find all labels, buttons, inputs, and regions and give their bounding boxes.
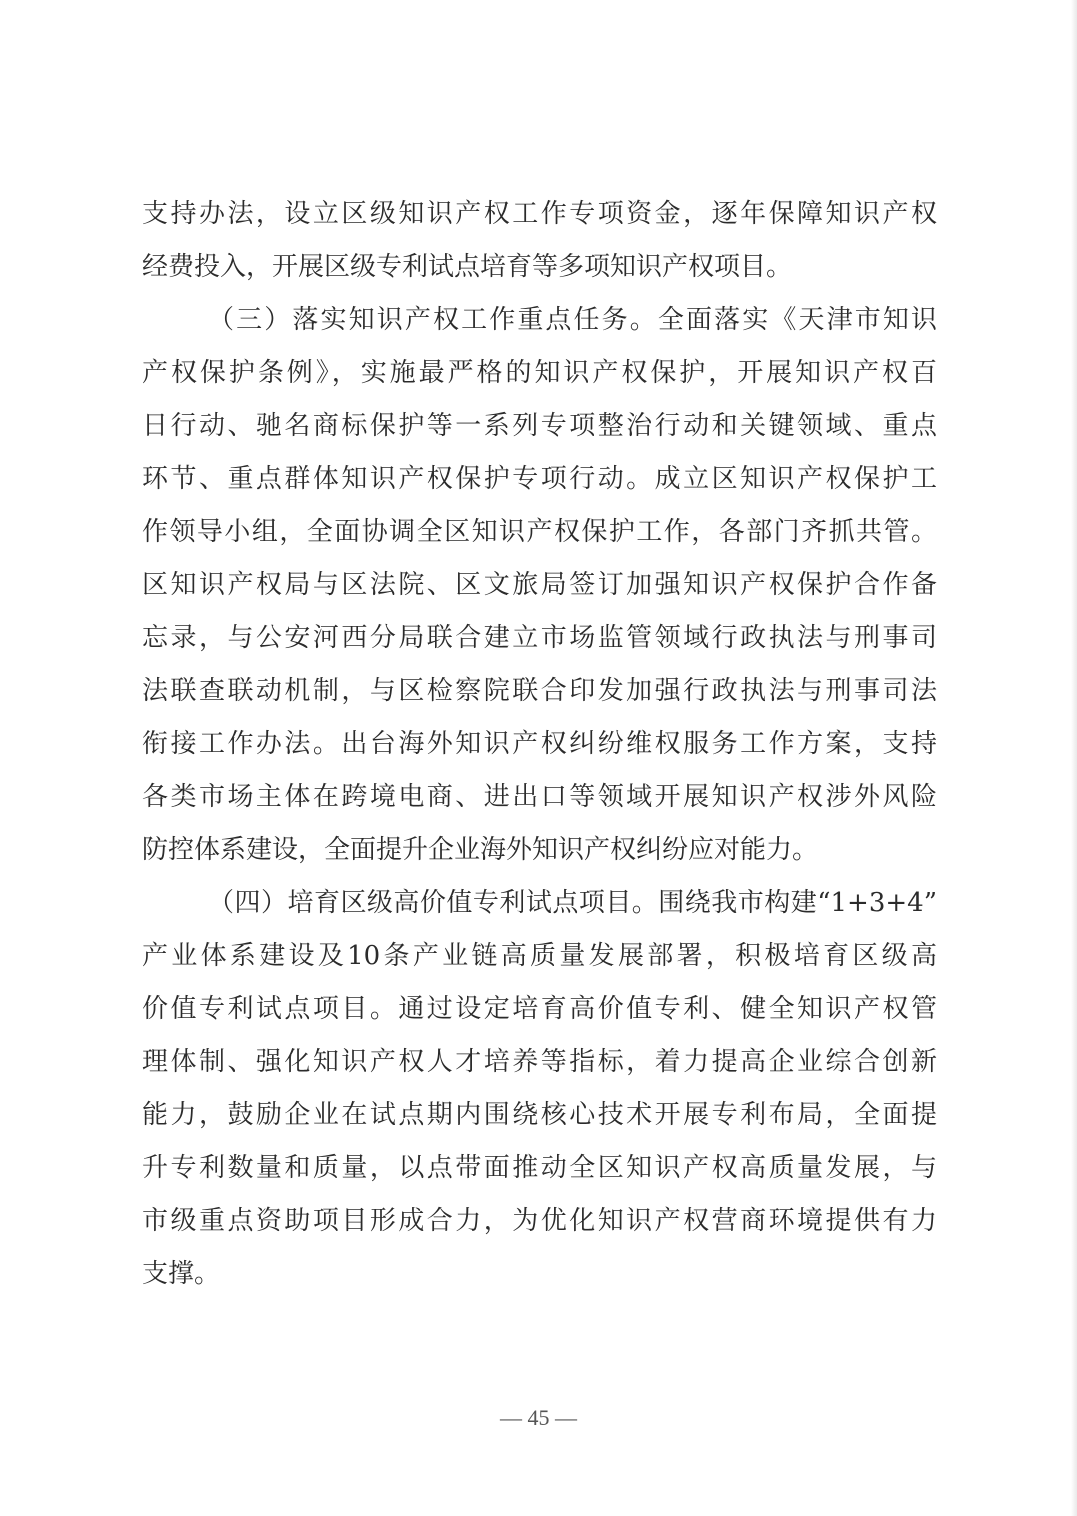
text-line: 防控体系建设，全面提升企业海外知识产权纠纷应对能力。 [142,835,819,865]
text-line: 价值专利试点项目。通过设定培育高价值专利、健全知识产权管 [142,994,937,1024]
text-line: 支持办法，设立区级知识产权工作专项资金，逐年保障知识产权 [142,199,937,229]
page-number: — 45 — [500,1405,577,1430]
text-line: 法联查联动机制，与区检察院联合印发加强行政执法与刑事司法 [142,676,937,706]
text-line: 能力，鼓励企业在试点期内围绕核心技术开展专利布局，全面提 [142,1100,937,1130]
section-heading-line: （四）培育区级高价值专利试点项目。围绕我市构建“1+3+4” [208,888,937,918]
text-line: 日行动、驰名商标保护等一系列专项整治行动和关键领域、重点 [142,411,937,441]
text-line: 产业体系建设及10条产业链高质量发展部署，积极培育区级高 [142,941,937,971]
section-heading-line: （三）落实知识产权工作重点任务。全面落实《天津市知识 [208,305,937,335]
page-edge-shadow [1071,0,1077,1516]
text-line: 经费投入，开展区级专利试点培育等多项知识产权项目。 [142,252,793,282]
text-line: 产权保护条例》，实施最严格的知识产权保护，开展知识产权百 [142,358,937,388]
text-line: 支撑。 [142,1259,221,1289]
text-line: 忘录，与公安河西分局联合建立市场监管领域行政执法与刑事司 [142,623,937,653]
text-line: 升专利数量和质量，以点带面推动全区知识产权高质量发展，与 [142,1153,937,1183]
document-body [142,188,937,1301]
text-line: 理体制、强化知识产权人才培养等指标，着力提高企业综合创新 [142,1047,937,1077]
text-line: 各类市场主体在跨境电商、进出口等领域开展知识产权涉外风险 [142,782,937,812]
text-line: 区知识产权局与区法院、区文旅局签订加强知识产权保护合作备 [142,570,937,600]
text-line: 作领导小组，全面协调全区知识产权保护工作，各部门齐抓共管。 [142,517,937,547]
text-line: 衔接工作办法。出台海外知识产权纠纷维权服务工作方案，支持 [142,729,937,759]
text-line: 市级重点资助项目形成合力，为优化知识产权营商环境提供有力 [142,1206,937,1236]
text-line: 环节、重点群体知识产权保护专项行动。成立区知识产权保护工 [142,464,937,494]
